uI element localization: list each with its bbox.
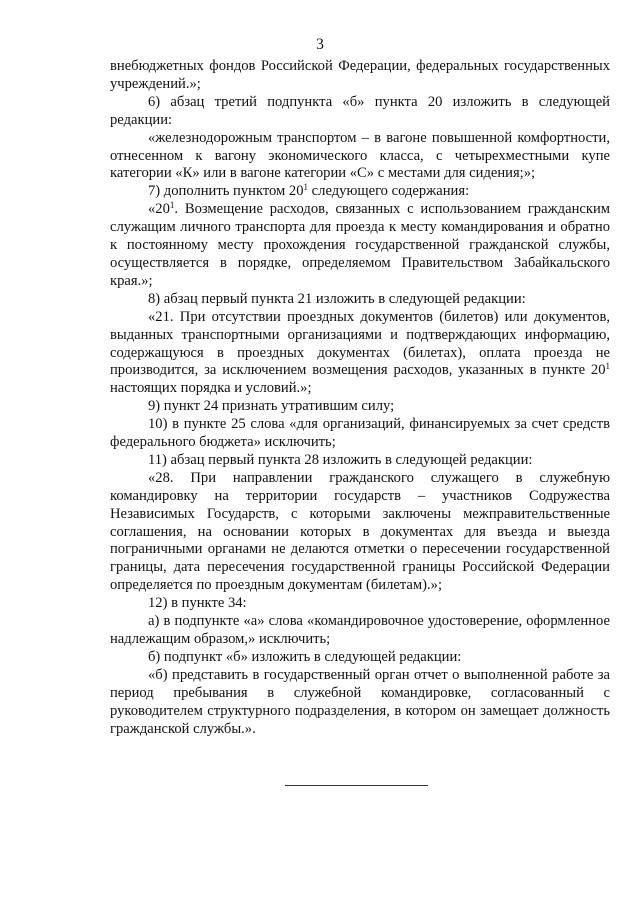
paragraph	[110, 398, 610, 416]
paragraph-text: «железнодорожным транспортом – в вагоне повышенной комфортности, отнесенном к вагону экономического класса, с четырехместными купе категории «К» или в вагоне категории «С» с местами для сидения;»;	[110, 129, 610, 182]
paragraph	[110, 94, 610, 130]
paragraph	[110, 470, 610, 595]
paragraph	[110, 58, 610, 94]
paragraph-text: 6) абзац третий подпункта «б» пункта 20 изложить в следующей редакции:	[110, 93, 610, 128]
paragraph	[110, 595, 610, 613]
paragraph	[110, 201, 610, 291]
paragraph-text: 7) дополнить пунктом 20	[148, 183, 304, 200]
paragraph-text: 10) в пункте 25 слова «для организаций, финансируемых за счет средств федерального бюджета» исключить;	[110, 416, 610, 451]
paragraph-text: «б) представить в государственный орган отчет о выполненной работе за период пребывания в служебной командировке, согласованный с руководителем структурного подразделения, в котором он замещает должность гражданской службы.».	[110, 666, 610, 737]
paragraph	[110, 130, 610, 184]
paragraph-text: 12) в пункте 34:	[148, 595, 247, 612]
paragraph-text: настоящих порядка и условий.»;	[110, 380, 312, 397]
paragraph	[110, 649, 610, 667]
paragraph	[110, 667, 610, 739]
paragraph-text: 8) абзац первый пункта 21 изложить в следующей редакции:	[148, 290, 526, 307]
superscript: 1	[605, 361, 610, 372]
paragraph-text: внебюджетных фондов Российской Федерации, федеральных государственных учреждений.»;	[110, 58, 610, 92]
paragraph	[110, 613, 610, 649]
superscript: 1	[303, 182, 309, 193]
paragraph-text: «20	[148, 201, 170, 218]
paragraph-text: б) подпункт «б» изложить в следующей редакции:	[148, 648, 462, 665]
paragraph	[110, 309, 610, 399]
end-separator-line	[285, 785, 428, 786]
paragraph	[110, 416, 610, 452]
paragraph-text: а) в подпункте «а» слова «командировочное удостоверение, оформленное надлежащим образом,» исключить;	[110, 613, 610, 647]
paragraph-text: следующего содержания:	[308, 183, 470, 200]
paragraph	[110, 291, 610, 309]
page-number: 3	[316, 36, 324, 53]
paragraph-text: 11) абзац первый пункта 28 изложить в следующей редакции:	[148, 451, 533, 468]
paragraph	[110, 183, 610, 201]
paragraph	[110, 452, 610, 470]
document-body	[110, 58, 610, 738]
paragraph-text: . Возмещение расходов, связанных с использованием гражданским служащим личного транспорта для проезда к месту командирования и обратно к постоянному месту прохождения государственной гражданской службы, осуществляется в порядке, определяемом Правительством Забайкальского края.»;	[110, 201, 610, 289]
superscript: 1	[169, 200, 175, 211]
paragraph-text: «28. При направлении гражданского служащего в служебную командировку на территории государств – участников Содружества Независимых Государств, с которыми заключены межправительственные соглашения, на основании которых в документах для въезда и выезда пограничными органами не делаются отметки о пересечении государственной границы, дата пересечения государственной границы Российской Федерации определяется по проездным документам (билетам).»;	[110, 469, 610, 594]
paragraph-text: «21. При отсутствии проездных документов (билетов) или документов, выданных транспортными организациями и подтверждающих информацию, содержащуюся в проездных документах (билетах), оплата проезда не производится, за исключением возмещения расходов, указанных в пункте 20	[110, 308, 610, 379]
paragraph-text: 9) пункт 24 признать утратившим силу;	[148, 398, 395, 415]
